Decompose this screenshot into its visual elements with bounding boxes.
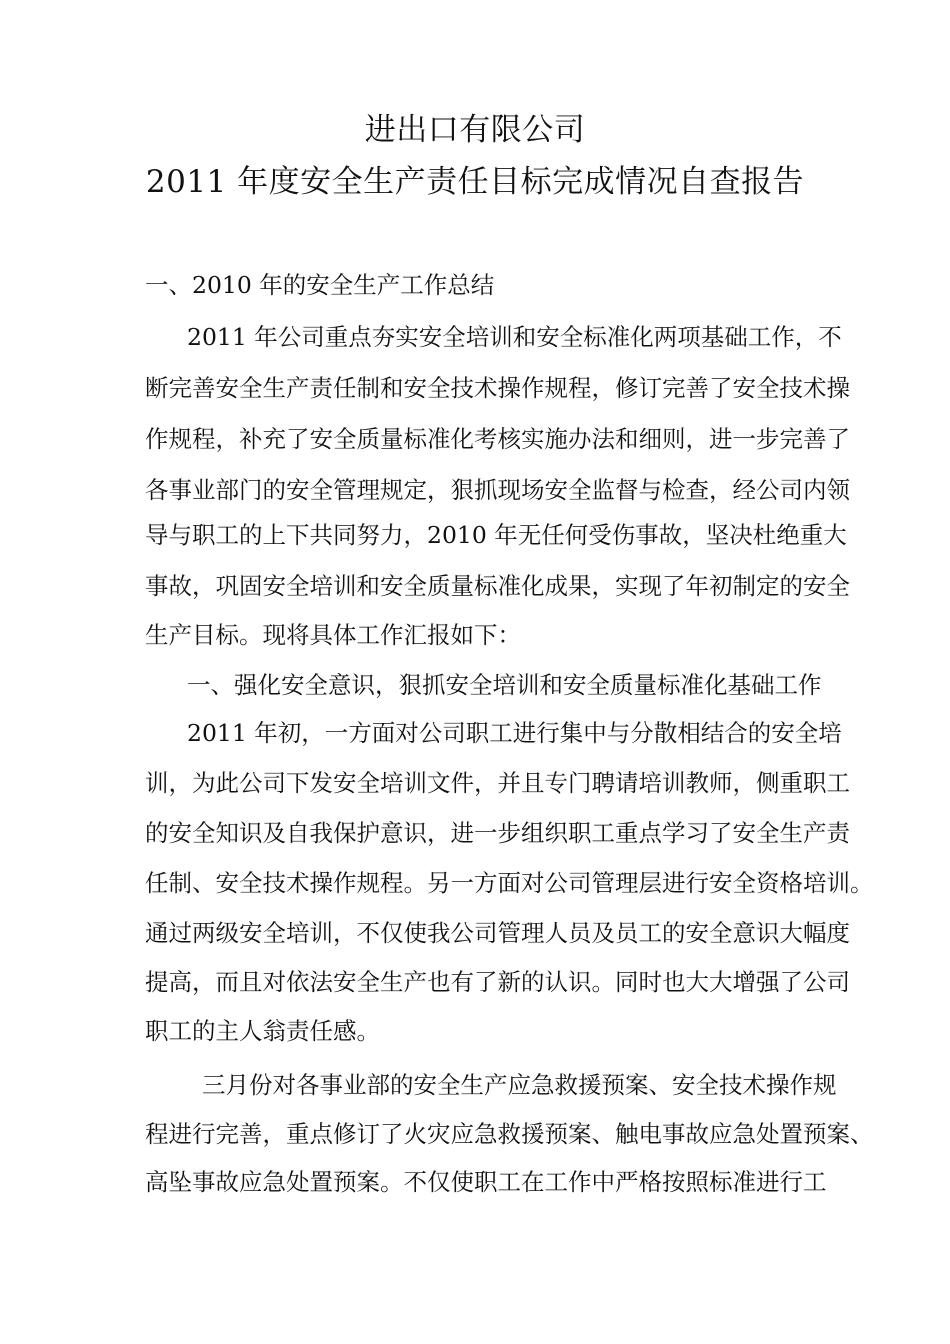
paragraph-line: 三月份对各事业部的安全生产应急救援预案、安全技术操作规	[202, 1071, 837, 1099]
paragraph-line: 程进行完善，重点修订了火灾应急救援预案、触电事故应急处置预案、	[145, 1120, 874, 1148]
paragraph-line: 职工的主人翁责任感。	[145, 1017, 380, 1045]
paragraph-line: 2011 年初，一方面对公司职工进行集中与分散相结合的安全培	[187, 719, 842, 747]
paragraph-line: 高坠事故应急处置预案。不仅使职工在工作中严格按照标准进行工	[145, 1168, 827, 1196]
paragraph-line: 生产目标。现将具体工作汇报如下：	[145, 621, 521, 649]
report-title: 2011 年度安全生产责任目标完成情况自查报告	[145, 164, 805, 200]
paragraph-line: 各事业部门的安全管理规定，狠抓现场安全监督与检查，经公司内领	[145, 476, 850, 504]
paragraph-line: 导与职工的上下共同努力，2010 年无任何受伤事故，坚决杜绝重大	[145, 521, 847, 549]
paragraph-line: 提高，而且对依法安全生产也有了新的认识。同时也大大增强了公司	[145, 968, 850, 996]
paragraph-line: 的安全知识及自我保护意识，进一步组织职工重点学习了安全生产责	[145, 819, 850, 847]
company-name: 进出口有限公司	[364, 112, 586, 148]
paragraph-line: 训，为此公司下发安全培训文件，并且专门聘请培训教师，侧重职工	[145, 769, 850, 797]
paragraph-line: 2011 年公司重点夯实安全培训和安全标准化两项基础工作，不	[187, 323, 842, 351]
paragraph-line: 断完善安全生产责任制和安全技术操作规程，修订完善了安全技术操	[145, 374, 850, 402]
paragraph-line: 任制、安全技术操作规程。另一方面对公司管理层进行安全资格培训。	[145, 869, 874, 897]
paragraph-line: 事故，巩固安全培训和安全质量标准化成果，实现了年初制定的安全	[145, 572, 850, 600]
paragraph-line: 作规程，补充了安全质量标准化考核实施办法和细则，进一步完善了	[145, 425, 850, 453]
paragraph-line: 通过两级安全培训，不仅使我公司管理人员及员工的安全意识大幅度	[145, 919, 850, 947]
section-heading: 一、2010 年的安全生产工作总结	[145, 271, 495, 299]
subheading: 一、强化安全意识，狠抓安全培训和安全质量标准化基础工作	[187, 671, 822, 699]
